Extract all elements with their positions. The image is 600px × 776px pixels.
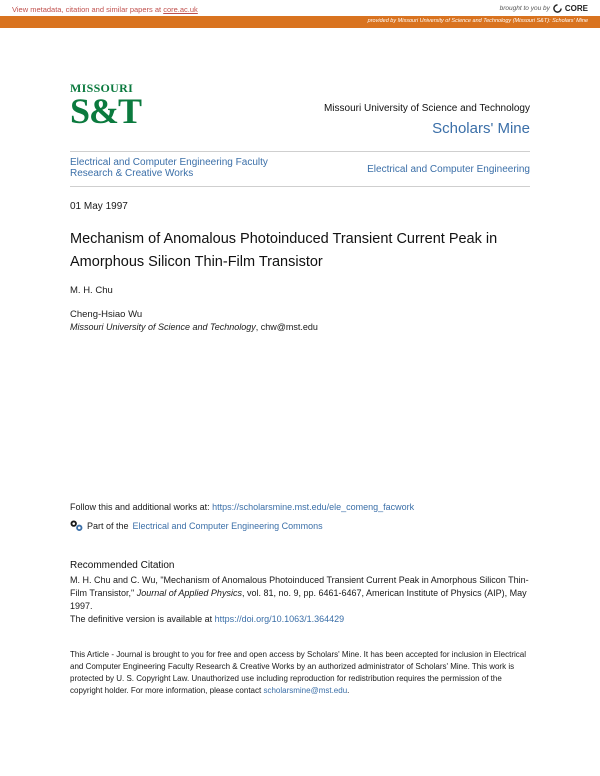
doi-link[interactable]: https://doi.org/10.1063/1.364429 — [214, 614, 345, 624]
core-link[interactable]: core.ac.uk — [163, 5, 198, 14]
brought-by-text: brought to you by — [499, 5, 550, 12]
commons-link[interactable]: Electrical and Computer Engineering Commons — [132, 520, 323, 531]
scholars-mine-link[interactable]: Scholars' Mine — [432, 120, 530, 137]
faculty-collection-link[interactable]: Electrical and Computer Engineering Faculty Research & Creative Works — [70, 157, 268, 179]
author-email: , chw@mst.edu — [255, 322, 318, 332]
provided-by-text[interactable]: provided by Missouri University of Science and Technology (Missouri S&T): Scholars' Mine — [367, 18, 588, 24]
publication-date: 01 May 1997 — [70, 201, 128, 212]
citation-part1: M. H. Chu and C. Wu, "Mechanism of Anomalous Photoinduced Transient Current Peak in Amorphous Silicon Thin-Film Transistor," — [70, 575, 529, 598]
missouri-st-logo — [70, 81, 142, 131]
author-affiliation — [70, 322, 318, 332]
notice-text: This Article - Journal is brought to you for free and open access by Scholars' Mine. It has been accepted for inclusion in Electrical and Computer Engineering Faculty Research & Creative Works by an authorized administrator of Scholars' Mine. This work is protected by U. S. Copyright Law. Unauthorized use including reproduction for redistribution requires the permission of the copyright holder. For more information, please contact — [70, 650, 526, 695]
follow-text: Follow this and additional works at: — [70, 502, 213, 512]
author-name: M. H. Chu — [70, 285, 113, 296]
core-metadata-line — [12, 5, 198, 14]
citation-part2: , vol. 81, no. 9, pp. 6461-6467, American Institute of Physics (AIP), May 1997. — [70, 588, 527, 611]
metadata-text: View metadata, citation and similar papers at — [12, 5, 164, 14]
logo-st-text: S&T — [70, 91, 142, 131]
logo-missouri-text: MISSOURI — [70, 81, 134, 95]
doi-prefix: The definitive version is available at — [70, 614, 215, 624]
commons-network-icon — [70, 519, 83, 532]
follow-line — [70, 502, 414, 512]
access-notice — [70, 649, 535, 697]
department-link[interactable]: Electrical and Computer Engineering — [367, 164, 530, 175]
core-logo-text[interactable]: CORE — [564, 4, 588, 13]
brought-by — [500, 4, 588, 13]
article-title: Mechanism of Anomalous Photoinduced Transient Current Peak in Amorphous Silicon Thin-Film Transistor — [70, 231, 498, 270]
follow-link[interactable]: https://scholarsmine.mst.edu/ele_comeng_facwork — [212, 502, 415, 512]
contact-email-link[interactable]: scholarsmine@mst.edu — [263, 686, 348, 695]
core-logo-icon — [553, 4, 562, 13]
divider-top — [70, 151, 530, 152]
university-name: Missouri University of Science and Technology — [323, 103, 530, 114]
journal-name: Journal of Applied Physics — [136, 588, 242, 598]
affiliation-text: Missouri University of Science and Technology — [70, 322, 256, 332]
divider-bottom — [70, 186, 530, 187]
citation-text — [70, 574, 530, 626]
part-of-line — [70, 519, 323, 532]
part-of-text: Part of the — [87, 520, 129, 531]
citation-heading: Recommended Citation — [70, 560, 175, 571]
author-name: Cheng-Hsiao Wu — [70, 309, 143, 320]
notice-end: . — [347, 686, 350, 695]
